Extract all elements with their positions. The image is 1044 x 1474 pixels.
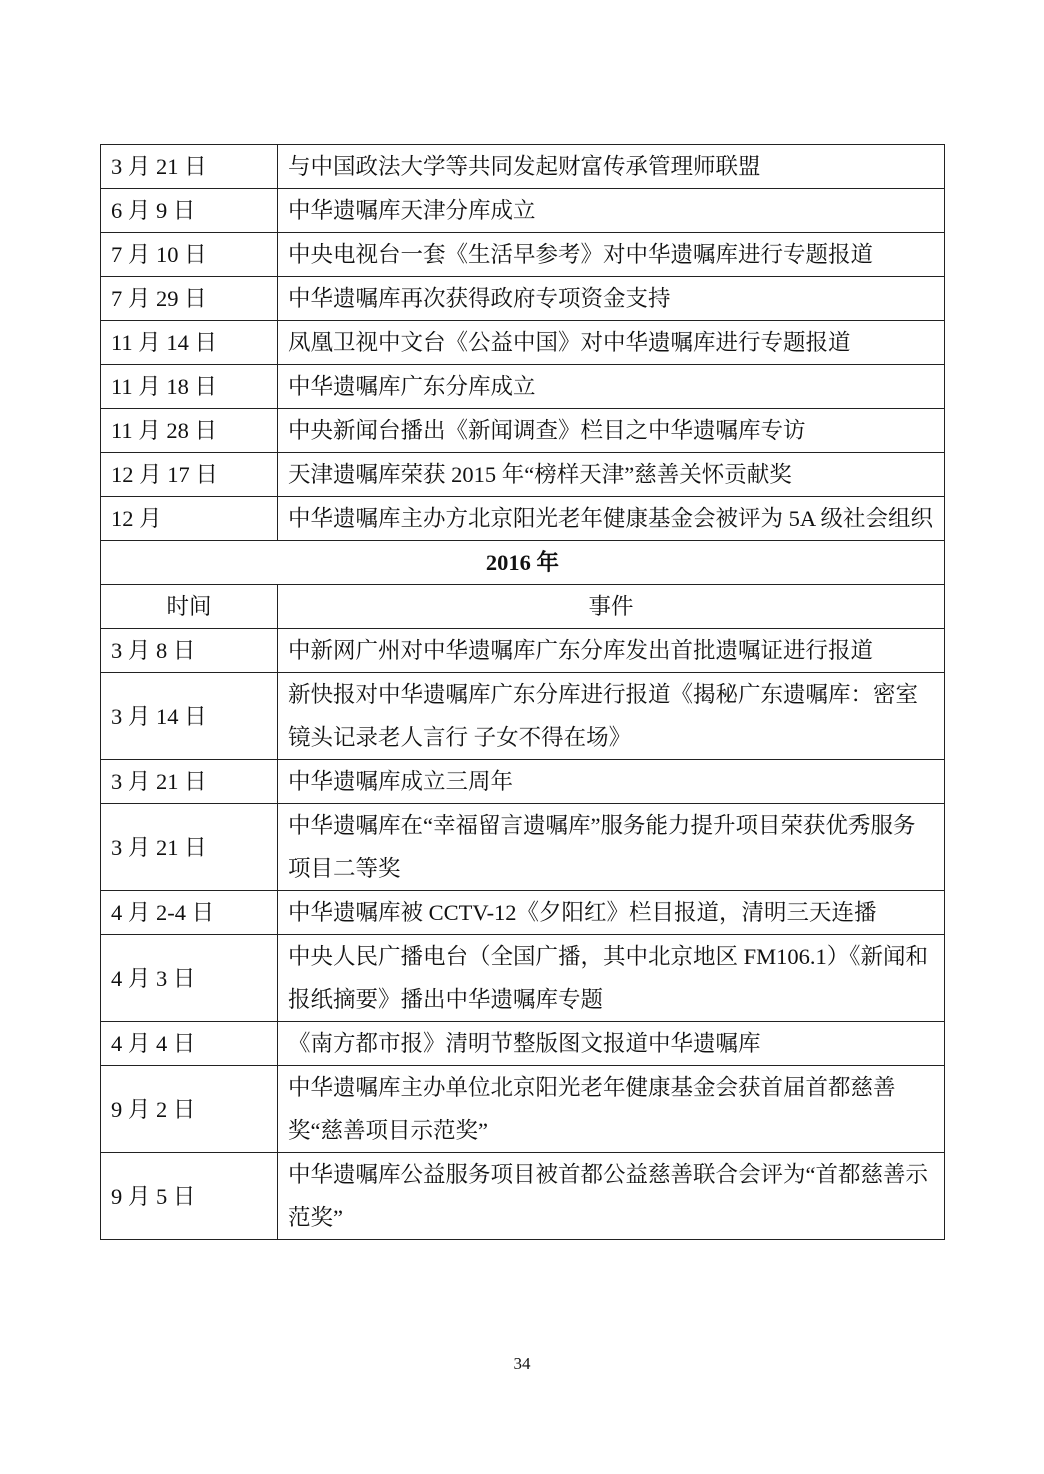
table-row [101, 1153, 945, 1240]
table-row [101, 497, 945, 541]
table-row [101, 673, 945, 760]
date-cell: 9 月 2 日 [101, 1066, 278, 1153]
date-cell: 11 月 28 日 [101, 409, 278, 453]
event-cell: 中华遗嘱库公益服务项目被首都公益慈善联合会评为“首都慈善示范奖” [278, 1153, 945, 1240]
column-header-event: 事件 [278, 585, 945, 629]
page-number: 34 [513, 1354, 531, 1373]
event-cell: 新快报对中华遗嘱库广东分库进行报道《揭秘广东遗嘱库：密室镜头记录老人言行 子女不得在场》 [278, 673, 945, 760]
table-row [101, 1022, 945, 1066]
event-cell: 与中国政法大学等共同发起财富传承管理师联盟 [278, 145, 945, 189]
table-row [101, 233, 945, 277]
header-row [101, 585, 945, 629]
event-cell: 中华遗嘱库广东分库成立 [278, 365, 945, 409]
year-heading: 2016 年 [101, 541, 945, 585]
date-cell: 12 月 17 日 [101, 453, 278, 497]
table-row [101, 891, 945, 935]
event-cell: 中华遗嘱库主办方北京阳光老年健康基金会被评为 5A 级社会组织 [278, 497, 945, 541]
table-row [101, 365, 945, 409]
table-row [101, 453, 945, 497]
event-cell: 凤凰卫视中文台《公益中国》对中华遗嘱库进行专题报道 [278, 321, 945, 365]
timeline-table [100, 144, 945, 1240]
table-row [101, 321, 945, 365]
date-cell: 7 月 10 日 [101, 233, 278, 277]
event-cell: 《南方都市报》清明节整版图文报道中华遗嘱库 [278, 1022, 945, 1066]
date-cell: 3 月 21 日 [101, 760, 278, 804]
table-row [101, 145, 945, 189]
date-cell: 4 月 2-4 日 [101, 891, 278, 935]
date-cell: 4 月 4 日 [101, 1022, 278, 1066]
date-cell: 9 月 5 日 [101, 1153, 278, 1240]
event-cell: 中华遗嘱库在“幸福留言遗嘱库”服务能力提升项目荣获优秀服务项目二等奖 [278, 804, 945, 891]
date-cell: 11 月 14 日 [101, 321, 278, 365]
event-cell: 中华遗嘱库天津分库成立 [278, 189, 945, 233]
event-cell: 中华遗嘱库再次获得政府专项资金支持 [278, 277, 945, 321]
event-cell: 中央电视台一套《生活早参考》对中华遗嘱库进行专题报道 [278, 233, 945, 277]
date-cell: 3 月 14 日 [101, 673, 278, 760]
table-row [101, 629, 945, 673]
table-row [101, 935, 945, 1022]
year-row [101, 541, 945, 585]
event-cell: 中央人民广播电台（全国广播，其中北京地区 FM106.1）《新闻和报纸摘要》播出中华遗嘱库专题 [278, 935, 945, 1022]
date-cell: 3 月 8 日 [101, 629, 278, 673]
date-cell: 11 月 18 日 [101, 365, 278, 409]
column-header-date: 时间 [101, 585, 278, 629]
date-cell: 3 月 21 日 [101, 145, 278, 189]
date-cell: 4 月 3 日 [101, 935, 278, 1022]
table-row [101, 760, 945, 804]
event-cell: 中央新闻台播出《新闻调查》栏目之中华遗嘱库专访 [278, 409, 945, 453]
table-row [101, 1066, 945, 1153]
event-cell: 中华遗嘱库成立三周年 [278, 760, 945, 804]
date-cell: 6 月 9 日 [101, 189, 278, 233]
date-cell: 3 月 21 日 [101, 804, 278, 891]
table-row [101, 189, 945, 233]
event-cell: 中华遗嘱库主办单位北京阳光老年健康基金会获首届首都慈善奖“慈善项目示范奖” [278, 1066, 945, 1153]
table-row [101, 804, 945, 891]
table-row [101, 409, 945, 453]
date-cell: 12 月 [101, 497, 278, 541]
event-cell: 中新网广州对中华遗嘱库广东分库发出首批遗嘱证进行报道 [278, 629, 945, 673]
event-cell: 中华遗嘱库被 CCTV-12《夕阳红》栏目报道，清明三天连播 [278, 891, 945, 935]
event-cell: 天津遗嘱库荣获 2015 年“榜样天津”慈善关怀贡献奖 [278, 453, 945, 497]
date-cell: 7 月 29 日 [101, 277, 278, 321]
table-row [101, 277, 945, 321]
